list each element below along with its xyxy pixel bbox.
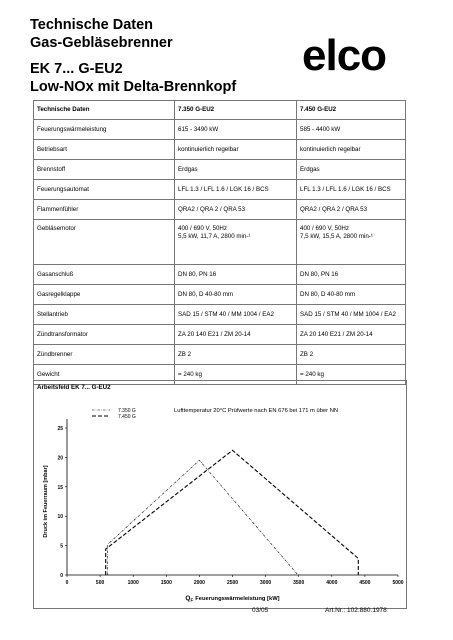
title-line-1: Technische Daten [30,17,154,33]
spec-cell-text: Brennstoff [37,165,66,173]
x-tick-label: 1500 [160,580,172,586]
spec-header-cell: 7.350 G-EU2 [175,101,297,120]
spec-cell-text: QRA2 / QRA 2 / QRA 53 [178,205,246,213]
spec-cell [34,160,175,180]
spec-cell [297,345,406,365]
spec-row [34,160,406,180]
article-number: Art.Nr.: 102.880.1978 [325,607,387,614]
y-tick-label: 5 [60,543,63,550]
spec-cell-text: 400 / 690 V, 50Hz [300,225,349,232]
spec-cell-text: DN 80, D 40-80 mm [178,290,234,298]
spec-cell [297,305,406,325]
x-tick-label: 1000 [127,580,139,586]
chart-note: Lufttemperatur 20°C Prüfwerte nach EN 676 bei 171 m über NN [174,408,339,414]
legend-label: 7.450 G [118,414,136,420]
series-line [108,460,298,575]
series-line [106,450,359,575]
x-tick-label: 4500 [359,580,371,586]
spec-cell-text: Betriebsart [37,145,67,153]
spec-cell-text: DN 80, PN 16 [300,270,339,278]
spec-cell-text: 585 - 4400 kW [300,125,341,133]
spec-cell [175,140,297,160]
spec-cell [34,220,175,265]
y-tick-label: 15 [57,484,63,491]
y-tick-label: 0 [60,573,63,579]
spec-cell [297,265,406,285]
spec-cell-text: Gasanschluß [37,270,74,278]
x-tick-label: 5000 [392,580,404,586]
title-line-3: EK 7... G-EU2 [30,61,123,77]
spec-cell [34,120,175,140]
x-axis-label-symbol: Q [185,595,191,602]
spec-cell [175,220,297,265]
document-title [30,16,236,96]
spec-cell [297,325,406,345]
spec-cell [34,345,175,365]
x-tick-label: 3000 [260,580,272,586]
title-line-4: Low-NOx mit Delta-Brennkopf [30,79,237,95]
x-tick-label: 0 [65,580,69,586]
x-axis-label-subscript: F [190,597,194,603]
chart-title: Arbeitsfeld EK 7... G-EU2 [37,384,111,391]
spec-cell [175,285,297,305]
x-tick-label: 2500 [226,580,239,586]
spec-cell-text: Stellantrieb [37,310,68,318]
spec-row [34,180,406,200]
spec-cell-text: = 240 kg [178,370,202,378]
spec-cell [175,345,297,365]
spec-cell [297,160,406,180]
spec-cell [175,120,297,140]
spec-cell-text: DN 80, PN 16 [178,270,217,278]
spec-cell [297,220,406,265]
spec-cell-text: Zündbrenner [37,350,73,358]
spec-row [34,200,406,220]
spec-row [34,325,406,345]
spec-cell [297,285,406,305]
spec-cell [175,325,297,345]
spec-cell-text: Gasregelklappe [37,290,81,298]
title-line-2: Gas-Gebläsebrenner [30,35,173,51]
spec-cell-text: LFL 1.3 / LFL 1.6 / LGK 16 / BCS [300,185,391,193]
spec-cell-text: ZA 20 140 E21 / ZM 20-14 [178,330,251,338]
spec-cell-text: ZB 2 [300,350,314,358]
y-tick-label: 10 [57,514,63,521]
spec-cell-text-2: 5,5 kW, 11,7 A, 2800 min-¹ [178,233,251,240]
spec-row [34,220,406,265]
spec-header-cell: 7.450 G-EU2 [297,101,406,120]
spec-cell-text: Feuerungsautomat [37,185,89,193]
x-tick-label: 500 [95,580,105,586]
spec-cell-text: SAD 15 / STM 40 / MM 1004 / EA2 [178,310,274,318]
spec-table [33,100,406,385]
spec-cell-text: DN 80, D 40-80 mm [300,290,356,298]
x-axis-label-text: Feuerungswärmeleistung [kW] [195,596,280,602]
spec-cell [297,180,406,200]
spec-cell-text: Feuerungswärmeleistung [37,125,107,133]
spec-cell-text: Gewicht [37,370,60,378]
spec-cell [34,265,175,285]
spec-cell [175,265,297,285]
spec-header-cell: Technische Daten [34,101,175,120]
spec-cell [34,140,175,160]
spec-cell [297,140,406,160]
spec-cell-text: ZB 2 [178,350,192,358]
spec-cell-text: = 240 kg [300,370,324,378]
legend-label: 7.350 G [118,408,136,414]
spec-cell-text: Zündtransformator [37,330,88,338]
spec-cell-text: 615 - 3490 kW [178,125,219,133]
chart-panel [33,380,407,609]
spec-cell [175,180,297,200]
spec-row [34,285,406,305]
spec-row [34,140,406,160]
spec-cell-text: ZA 20 140 E21 / ZM 20-14 [300,330,373,338]
x-tick-label: 2000 [193,580,205,586]
y-axis-label: Druck im Feuerraum [mbar] [43,465,49,538]
spec-cell [34,325,175,345]
logo-text: elco [302,31,387,80]
spec-cell [175,160,297,180]
spec-cell-text: Erdgas [178,165,198,173]
spec-cell [297,120,406,140]
spec-cell [34,305,175,325]
page-number: 03/05 [252,607,269,614]
spec-cell [175,200,297,220]
x-tick-label: 3500 [293,580,305,586]
spec-cell [175,305,297,325]
spec-row [34,120,406,140]
spec-cell-text-2: 7,5 kW, 15,5 A, 2800 min-¹ [300,233,373,240]
chart-svg [34,381,406,608]
spec-row [34,305,406,325]
y-tick-label: 20 [57,455,63,462]
spec-cell-text: Erdgas [300,165,320,173]
spec-row [34,265,406,285]
x-tick-label: 4000 [326,580,338,586]
spec-cell-text: 400 / 690 V, 50Hz [178,225,227,232]
spec-row [34,345,406,365]
spec-cell [34,200,175,220]
spec-cell-text: LFL 1.3 / LFL 1.6 / LGK 16 / BCS [178,185,269,193]
spec-cell-text: SAD 15 / STM 40 / MM 1004 / EA2 [300,310,396,318]
spec-cell-text: kontinuierlich regelbar [178,145,239,153]
spec-cell-text: kontinuierlich regelbar [300,145,361,153]
spec-cell [34,285,175,305]
y-tick-label: 25 [57,426,63,432]
x-axis-label [185,595,279,603]
spec-cell [34,180,175,200]
spec-cell-text: QRA2 / QRA 2 / QRA 53 [300,205,368,213]
elco-logo [300,30,422,80]
spec-header-row [34,101,406,120]
spec-cell [297,200,406,220]
spec-cell-text: Gebläsemotor [37,225,76,232]
spec-cell-text: Flammenfühler [37,205,79,213]
